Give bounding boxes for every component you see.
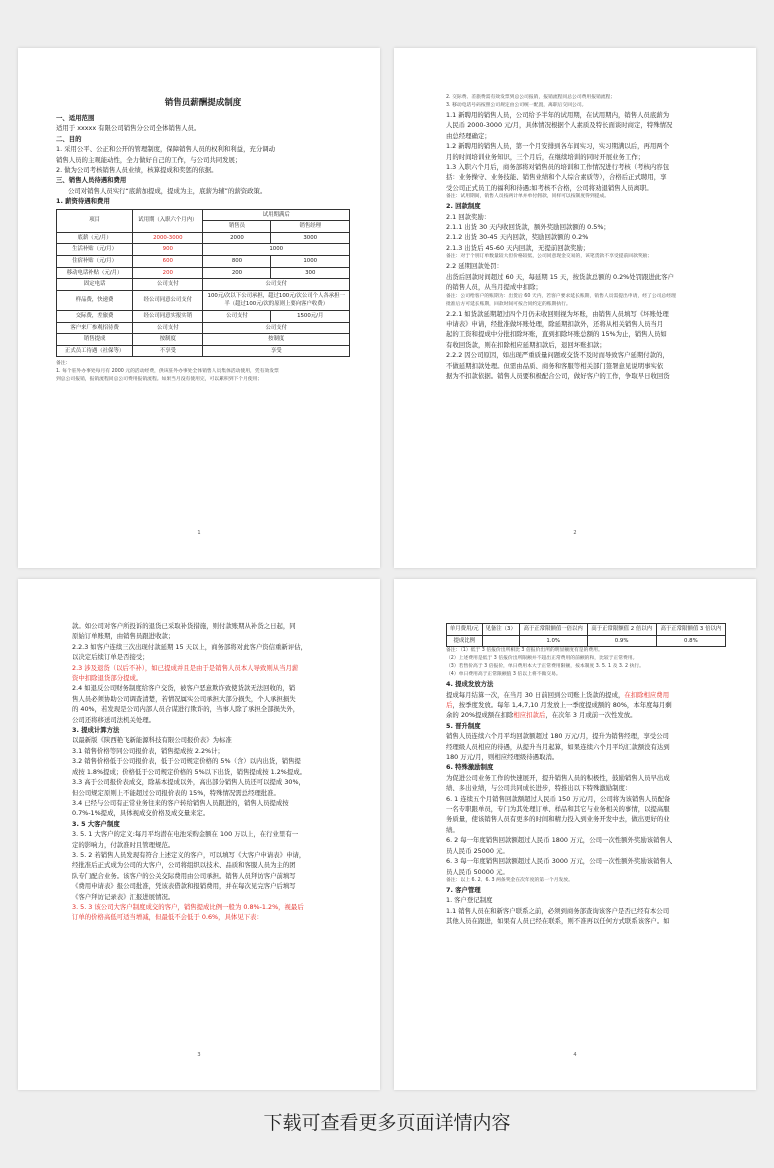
table-header: 高于正常限额值 2 倍以内 (587, 624, 656, 636)
note-line: 备注：以上 6. 2、6. 3 两条奖金在次年度的第一个月发放。 (446, 877, 573, 883)
note-line: 备注：试用期间，销售人员按两计单并单付佣款，同样可以按制度得到提成。 (446, 194, 610, 200)
document-page-2 (394, 48, 756, 568)
highlighted-span: 在扣除相应费用 (624, 690, 670, 699)
paragraph-line: 2.2 延期回款处罚： (446, 262, 503, 271)
paragraph-line: 3. 5. 1 大客户的定义:每月平均潜在电池采购金额在 100 万以上，在行业里有一 (72, 830, 299, 839)
note-line: 备注： (56, 361, 71, 367)
page-number: 2 (573, 530, 577, 536)
table-cell: 生活补贴（元/月） (57, 244, 133, 256)
table-cell: 享受 (203, 345, 350, 357)
paragraph-line: 的 40%，若发现是公司内部人员合谋进行欺诈的，当事人除了承担全部损失外， (72, 705, 300, 714)
paragraph-line: 以决定后续订单是否接受； (72, 653, 149, 662)
table-cell: 经公司同意实报实销 (133, 311, 203, 323)
table-header: 高于正常限额值一倍以内 (519, 624, 587, 636)
download-prompt: 下载可查看更多页面详情内容 (263, 1112, 511, 1134)
table-cell: 300 (271, 267, 350, 279)
paragraph-line: 2.2.2 因公司原因，如出现严重质量问题或交货不及时而导致客户延期付款的， (446, 351, 669, 360)
paragraph-line: 2.4 如退反公司财务制度给客户交货，被客户恶意欺诈致使货款无法回收的，销 (72, 684, 296, 693)
paragraph-line: 由总经理确定； (446, 131, 491, 140)
paragraph-line: 1. 客户登记制度 (446, 896, 493, 905)
page-number: 4 (573, 1052, 577, 1058)
table-cell: 固定电话 (57, 279, 133, 291)
note-line: 备注：（1）低于 3 倍报价出所相比 3 倍报价出所的明显额度有是的费用。 (446, 648, 603, 654)
section-heading: 2. 回款制度 (446, 202, 481, 211)
document-title: 销售员薪酬提成制度 (164, 98, 242, 108)
text-span: ，按季度发放。每年 1,4,7,10 月发放上一季度提成额的 80%，本年度每月剩 (452, 701, 672, 709)
section-heading: 三、销售人员待遇和费用 (56, 176, 127, 185)
paragraph-line (446, 710, 726, 720)
paragraph-line: 《费用申请表》报公司批准，凭该表借款和报销费用，并在每次见完客户后填写 (72, 882, 296, 891)
table-cell: 2000 (203, 232, 271, 244)
table-cell: 经公司同意公司支付 (133, 290, 203, 310)
table-header: 见备注（3） (482, 624, 519, 636)
note-line: （4）单日费用高于正常限额值 3 倍以上将不做交易。 (446, 672, 561, 678)
table-header: 高于正常限额值 3 倍以内 (656, 624, 725, 636)
table-cell: 1000 (271, 256, 350, 268)
paragraph-line (446, 700, 726, 710)
table-header: 销售员 (203, 221, 271, 233)
paragraph-line: 适用于 xxxxx 有限公司销售分公司全体销售人员。 (56, 124, 201, 133)
table-cell: 2000-3000 (133, 232, 203, 244)
highlighted-span: 相应扣款后 (513, 711, 546, 720)
table-cell: 1000 (203, 244, 350, 256)
table-cell: 800 (203, 256, 271, 268)
highlighted-span: 后 (446, 701, 453, 709)
note-line: （3）若售价高于 3 倍报价，单日费用本大于正常费用限额，按本制度 3. 5. 1 及 3. 2 执行。 (446, 664, 644, 670)
table-row (57, 279, 350, 291)
paragraph-line: 2.1.1 出货 30 天内收回货款，额外奖励回款额的 0.5%； (446, 223, 610, 232)
table-cell: 提成比例 (447, 635, 483, 647)
table-cell: 不享受 (133, 345, 203, 357)
table-cell: 200 (133, 267, 203, 279)
text-span: ，在次年 3 月或前一次性发放。 (545, 711, 637, 720)
paragraph-line: 员人民币 25000 元。 (446, 846, 509, 855)
table-row (57, 290, 350, 310)
highlighted-line: 资中扣除退货部分提成。 (72, 674, 143, 683)
table-cell: 公司支付 (133, 322, 203, 334)
table-cell: 底薪（元/月） (57, 232, 133, 244)
table-cell: 3000 (271, 232, 350, 244)
paragraph-line: 2.1 回款奖励： (446, 212, 491, 221)
table-header: 项目 (57, 209, 133, 232)
paragraph-line: 申请表》申请，经批准做坏账处理，除延期扣款外，还将从相关销售人员当月 (446, 319, 664, 328)
paragraph-line: 据为不扣款依据。销售人员要积极配合公司，做好客户的工作，争取早日收回货 (446, 371, 670, 380)
page-number: 1 (197, 530, 201, 536)
table-cell: 100元/次以下公司承担，超过100元/次公司个人各承担一半（超过100元/次的原则上要向客户收费） (203, 290, 350, 310)
paragraph-line: 出货后回款时间超过 60 天，每延期 15 天，按货款总额的 0.2%处罚跟进此客户 (446, 272, 674, 281)
paragraph-line: 3. 5. 2 若销售人员发现有符合上述定义的客户，可以填写《大客户申请表》申请， (72, 850, 306, 859)
section-heading: 7. 客户管理 (446, 885, 481, 894)
note-line: 批准后方可延长账期，回款时间可按合同约定的账期执行。 (446, 301, 571, 307)
highlighted-line: 3. 5. 3 该公司大客户制度成交的客户，销售提成比例一般为 0.8%-1.2%，视最后 (72, 902, 304, 911)
note-line: （2）上述费用是低于 3 倍报价出所限额并不超出正常费用的前额的和，比较于正常费用。 (446, 656, 638, 662)
table-row (57, 334, 350, 346)
paragraph-line: 绩。 (446, 825, 459, 834)
note-line: 到总公司报销，报销流程同总公司费用报销流程。如果当月没有使用完，可以累积到下个月使用； (56, 377, 263, 383)
paragraph-line: 不做延期扣款处理。但需由品质、商务和客服等相关部门签署意见说明事实依 (446, 361, 664, 370)
section-heading: 3. 提成计算方法 (72, 726, 120, 735)
paragraph-line: 1. 采用公平、公正和公开的管理制度，保障销售人员的权利和利益，充分调动 (56, 145, 276, 154)
table-row (57, 322, 350, 334)
table-cell: 0.8% (656, 635, 725, 647)
paragraph-line: 公司对销售人员实行“底薪加提成，提成为主，底薪为辅”的薪资政策。 (68, 186, 267, 195)
paragraph-line: 起的工资和提成中分批扣除坏账，直到扣除坏账总额的 15%为止，销售人员如 (446, 330, 667, 339)
paragraph-line (446, 690, 726, 700)
paragraph-line: 务质量，使该销售人员有更多的时间和精力投入到业务开发中去，做出更好的业 (446, 815, 670, 824)
table-header: 试用期满后 (203, 209, 350, 221)
paragraph-line: 以最新版《陕西艳飞新能源科技有限公司报价表》为标准 (72, 736, 232, 745)
table-row (57, 345, 350, 357)
paragraph-line: 受公司正式员工的福利和待遇;如考核不合格，公司将劝退销售人员离职。 (446, 183, 653, 192)
paragraph-line: 2.2.3 如客户连续三次出现付款延期 15 天以上，商务部将对此客户资信重新评估， (72, 642, 307, 651)
paragraph-line: 月的时间培训业务知识，三个月后，在继续培训的同时开展业务工作； (446, 152, 645, 161)
table-cell: 移动电话补贴（元/月） (57, 267, 133, 279)
commission-table (446, 623, 726, 647)
paragraph-line: 员人民币 50000 元。 (446, 867, 509, 876)
table-cell (482, 635, 519, 647)
table-cell: 公司支付 (203, 322, 350, 334)
paragraph-line: 其他人员在跟进，如果有人员已经在联系，则不准再以任何方式联系该客户。如 (446, 917, 670, 926)
paragraph-line: 2. 做为公司考核销售人员业绩，核算提成和奖惩的依据。 (56, 166, 218, 175)
table-row (57, 256, 350, 268)
table-cell: 公司支付 (203, 279, 350, 291)
table-row (57, 244, 350, 256)
paragraph-line: 2.2.1 如货款延期超过四个月仍未收回则视为坏账，由销售人员填写《坏账处理 (446, 309, 669, 318)
paragraph-line: 1.2 新聘用的销售人员，第一个月安排到各车间实习，实习期满以后，再用两个 (446, 142, 670, 151)
paragraph-line: 队专门配合业务。该客户的公关交际费用由公司承担。销售人员拜访客户前填写 (72, 871, 296, 880)
table-cell: 住宿补贴（元/月） (57, 256, 133, 268)
paragraph-line: 公司还将移送司法机关处理。 (72, 715, 156, 724)
table-row (447, 624, 726, 636)
note-line: 3. 移动电话号码按照公司规定由公司统一配置，离职后交回公司。 (446, 103, 587, 108)
table-row (57, 267, 350, 279)
paragraph-line: 经理级人员相应的待遇，从提升当月起算，如果连续六个月平均汇款额没有达到 (446, 742, 670, 751)
section-heading: 6. 特殊激励制度 (446, 763, 494, 772)
document-page-1 (18, 48, 380, 568)
paragraph-line: 人民币 2000-3000 元/月，具体情况根据个人素质及特长面谈时商定，特殊情况 (446, 121, 673, 130)
paragraph-line: 0.7%-1%提成，具体视成交价格及成交量来定。 (72, 809, 210, 818)
table-cell: 公司支付 (133, 279, 203, 291)
paragraph-line: 但公司规定原则上不能超过公司报价表的 15%，特殊情况需总经理批准。 (72, 788, 280, 797)
section-heading: 3. 5 大客户制度 (72, 819, 120, 828)
paragraph-line: 6. 3 每一年度销售回款额超过人民币 3000 万元，公司一次性额外奖励该销售人 (446, 857, 673, 866)
paragraph-line: 定的影响力，付款准时且管理规范。 (72, 840, 175, 849)
note-line: 1. 每个驻外办事处每月有 2000 元的活动经费，供该驻外办事处全体销售人员集体活动使用，凭有效发票 (56, 369, 279, 375)
paragraph-line: 2.1.2 出货 30-45 天内回款，奖励回款额的 0.2% (446, 233, 589, 242)
document-page-3 (18, 579, 380, 1090)
table-cell: 1.0% (519, 635, 587, 647)
section-heading: 1. 薪资待遇和费用 (56, 197, 110, 206)
paragraph-line: 1.3 入职六个月后，商务部将对销售员的培训和工作情况进行考核（考核内容包 (446, 163, 670, 172)
table-cell: 交际费，差旅费 (57, 311, 133, 323)
paragraph-line: 销售人员的主观能动性，全力做好自己的工作，与公司共同发展； (56, 155, 242, 164)
table-row (57, 232, 350, 244)
section-heading: 二、目的 (56, 134, 82, 143)
table-cell: 样品费，快递费 (57, 290, 133, 310)
paragraph-line: 绩、多出业绩，与公司共同成长进步，特推出以下特殊激励制度： (446, 784, 632, 793)
paragraph-line: 一名专职跟单员，专门为其处理订单、样品和其它与业务相关的事情，以提高服 (446, 805, 670, 814)
table-header: 销售经理 (271, 221, 350, 233)
table-cell: 公司支付 (203, 311, 271, 323)
section-heading: 4. 提成发放方法 (446, 680, 494, 689)
page-number: 3 (197, 1052, 201, 1058)
highlighted-line: 订单的价格高低可适当增减，但最低不会低于 0.6%，具体见下表： (72, 913, 263, 922)
paragraph-line: 经批准后正式成为公司的大客户，公司将组织以技术、品质和客服人员为主的团 (72, 861, 296, 870)
paragraph-line: 2.1.3 出货后 45-60 天内回款，无提前回款奖励； (446, 243, 590, 252)
paragraph-line: 180 万元/月，则相应经理级待遇取消。 (446, 753, 559, 762)
paragraph-line: 3.2 销售价格低于公司报价表，低于公司规定价格的 5%（含）以内出货，销售提 (72, 757, 301, 766)
table-cell: 按制度 (133, 334, 203, 346)
paragraph-line: 1.1 新聘用的销售人员，公司给予半年的试用期，在试用期内，销售人员底薪为 (446, 111, 670, 119)
table-header: 单月费用/元 (447, 624, 483, 636)
paragraph-line: 6. 1 连续五个月销售回款额超过人民币 150 万元/月，公司将为该销售人员配备 (446, 794, 671, 803)
table-cell: 1500元/月 (271, 311, 350, 323)
note-line: 2. 交际费、差旅费需有效发票到总公司报销，报销流程同总公司费用报销流程； (446, 95, 616, 100)
paragraph-line: 成按 1.8%提成；价格低于公司规定价格的 5%以下出货，销售提成按 1.2%提成。 (72, 767, 307, 776)
paragraph-line: 《客户拜访记录表》汇报进展情况。 (72, 892, 175, 901)
paragraph-line: 有收回货款，则在扣除相应延期扣款后，退回坏账扣款； (446, 340, 606, 349)
section-heading: 5. 晋升制度 (446, 721, 481, 730)
table-row (447, 635, 726, 647)
text-span: 余的 20%提成额在扣除 (446, 711, 514, 720)
text-span: 提成每月结算一次，在当月 30 日前回到公司账上货款的提成， (446, 690, 625, 699)
note-line: 备注：对于个别订单数量较大但价格较低，公司同意现金交易的，该笔货款不享受提前回款奖励； (446, 254, 653, 260)
note-line: 备注：公司给客户的账期为：出货后 60 天内，若客户要求延长账期，销售人员需提出申请，经了公司总经理 (446, 293, 676, 299)
table-cell: 销售提成 (57, 334, 133, 346)
table-row (57, 311, 350, 323)
document-page-4 (394, 579, 756, 1090)
paragraph-line: 的销售人员，从当月提成中扣除； (446, 283, 542, 292)
table-cell: 600 (133, 256, 203, 268)
table-cell: 按制度 (203, 334, 350, 346)
table-cell: 客户来厂参观招待费 (57, 322, 133, 334)
paragraph-line: 括：业务操守、业务技能、销售业绩和个人综合素质等），合格后正式聘用，享 (446, 173, 667, 182)
salary-table (56, 209, 350, 358)
paragraph-line: 3.1 销售价格等同公司报价表，销售提成按 2.2%计； (72, 746, 224, 755)
paragraph-line: 原始订单账期，由销售员跟进收款； (72, 632, 175, 641)
paragraph-line: 售人员必须协助公司调查清楚，若情况属实公司承担大部分损失，个人承担损失 (72, 694, 296, 703)
paragraph-line: 6. 2 每一年度销售回款额超过人民币 1800 万元，公司一次性额外奖励该销售人 (446, 836, 673, 845)
paragraph-line: 为促进公司业务工作的快速展开，提升销售人员的积极性，鼓励销售人员早出成 (446, 773, 670, 782)
section-heading: 一、适用范围 (56, 114, 95, 122)
paragraph-line: 1.1 销售人员在和新客户联系之前，必须到商务部查询该客户是否已经有本公司 (446, 906, 670, 915)
table-cell: 200 (203, 267, 271, 279)
paragraph-line: 款。如公司对客户所投诉的退货已采取补货措施，则付款账期从补货之日起，同 (72, 622, 296, 630)
paragraph-line: 3.4 已经与公司有正常业务往来的客户转给销售人员跟进的，销售人员提成按 (72, 798, 289, 807)
table-cell: 0.9% (587, 635, 656, 647)
highlighted-line: 2.3 涉及退货（以后不补），如已提成并且是由于是销售人员本人导致则从当月薪 (72, 663, 299, 672)
table-header: 试用期（入职六个月内） (133, 209, 203, 232)
paragraph-line: 销售人员连续六个月平均回款额超过 180 万元/月，提升为销售经理，享受公司 (446, 732, 669, 741)
table-cell: 正式员工待遇（社保等） (57, 345, 133, 357)
paragraph-line: 3.3 高于公司报价表成交，除基本提成以外，高出部分销售人员还可以提成 30%， (72, 778, 305, 787)
table-cell: 900 (133, 244, 203, 256)
